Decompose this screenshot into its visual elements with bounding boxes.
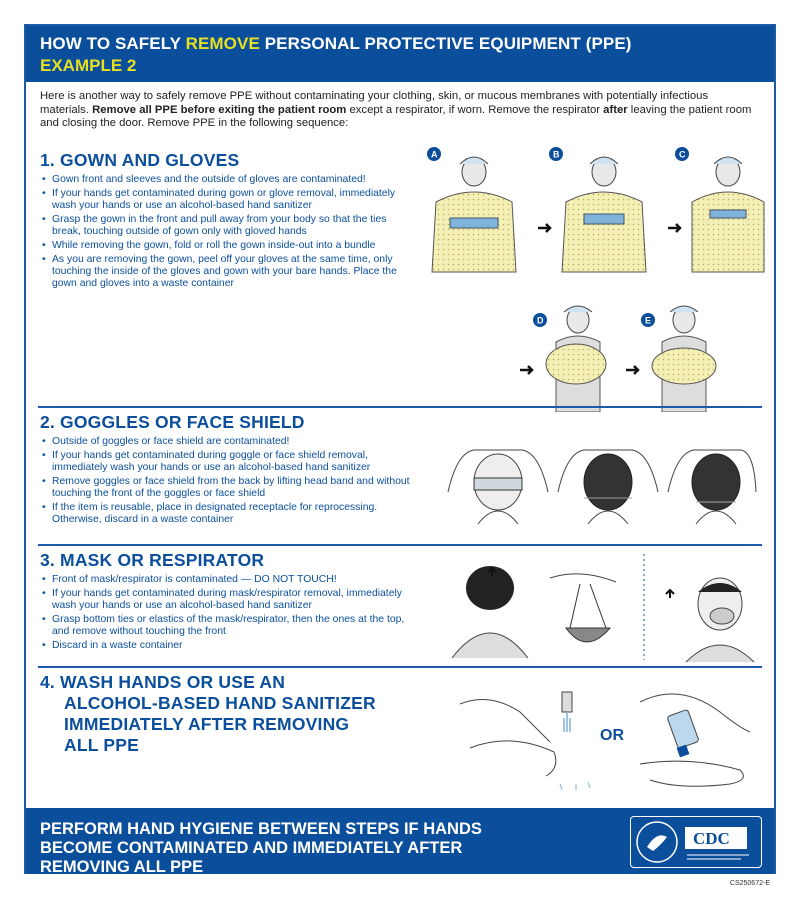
or-label: OR xyxy=(600,727,624,744)
goggles-figure-3 xyxy=(668,450,756,524)
mask-bullets xyxy=(40,574,420,654)
bullet: • Gown front and sleeves and the outside of gloves are contaminated! xyxy=(40,174,400,186)
bullet: • If your hands get contaminated during mask/respirator removal, immediately wash your hands or use an alcohol-based hand sanitizer xyxy=(40,588,420,612)
mask-figure-back xyxy=(452,566,528,658)
figure-a xyxy=(427,147,516,272)
figure-d xyxy=(533,306,606,412)
poster-title: HOW TO SAFELY REMOVE PERSONAL PROTECTIVE EQUIPMENT (PPE) xyxy=(40,34,632,53)
section-title-gown-gloves: 1. GOWN AND GLOVES xyxy=(40,150,240,170)
bullet: • Outside of goggles or face shield are contaminated! xyxy=(40,436,420,448)
arrow-icon xyxy=(668,224,680,232)
poster xyxy=(24,24,776,874)
mask-removal-illustration xyxy=(430,548,770,664)
bullet: • As you are removing the gown, peel off your gloves at the same time, only touching the inside of the gloves and gown with your bare hands. Place the gown and gloves into a waste container xyxy=(40,254,400,290)
bullet: • Discard in a waste container xyxy=(40,640,420,652)
bullet: • Grasp bottom ties or elastics of the mask/respirator, then the ones at the top, and remove without touching the front xyxy=(40,614,420,638)
figure-b xyxy=(549,147,646,272)
step-label: D xyxy=(537,315,544,326)
eagle-icon xyxy=(647,835,667,851)
step-label: B xyxy=(553,149,560,160)
section-title-hand-hygiene: 4. WASH HANDS OR USE AN ALCOHOL-BASED HAND SANITIZER IMMEDIATELY AFTER REMOVING ALL PPE xyxy=(40,672,376,755)
goggles-figure-1 xyxy=(448,450,548,524)
arrow-icon xyxy=(626,366,638,374)
gown-gloves-bullets xyxy=(40,174,400,292)
section-divider xyxy=(38,544,762,546)
mask-figure-dangle xyxy=(550,574,616,642)
section-title-goggles: 2. GOGGLES OR FACE SHIELD xyxy=(40,412,305,432)
handwashing-icon xyxy=(460,692,590,790)
goggles-figure-2 xyxy=(558,450,658,524)
header-banner xyxy=(26,26,774,82)
figure-e xyxy=(641,306,716,412)
bullet: • If your hands get contaminated during goggle or face shield removal, immediately wash your hands or use an alcohol-based hand sanitizer xyxy=(40,450,420,474)
bullet: • Grasp the gown in the front and pull away from your body so that the ties break, touching outside of gown only with gloved hands xyxy=(40,214,400,238)
footer-banner xyxy=(26,808,774,874)
section-title-mask: 3. MASK OR RESPIRATOR xyxy=(40,550,265,570)
intro-paragraph: Here is another way to safely remove PPE without contaminating your clothing, skin, or mucous membranes with potentially infectious materials. Remove all PPE before exiting the patient room except a respirator, if worn. Remove the respirator after leaving the patient room and closing the door. Remove PPE in the following sequence: xyxy=(40,90,752,129)
section-divider xyxy=(38,406,762,408)
section-divider xyxy=(38,666,762,668)
step-label: E xyxy=(645,315,652,326)
footer-message: PERFORM HAND HYGIENE BETWEEN STEPS IF HANDS BECOME CONTAMINATED AND IMMEDIATELY AFTER REMOVING ALL PPE xyxy=(40,820,482,876)
figure-c xyxy=(675,147,764,272)
bullet: • If your hands get contaminated during gown or glove removal, immediately wash your hands or use an alcohol-based hand sanitizer xyxy=(40,188,400,212)
goggles-bullets xyxy=(40,436,420,528)
cdc-logo-text: CDC xyxy=(693,829,730,848)
step-label: C xyxy=(679,149,686,160)
logo-box xyxy=(630,816,762,868)
bullet: • Front of mask/respirator is contaminated — DO NOT TOUCH! xyxy=(40,574,420,586)
goggles-removal-illustration xyxy=(438,428,758,532)
sanitizer-icon xyxy=(640,694,750,786)
mask-figure-front xyxy=(666,578,754,662)
bullet: • If the item is reusable, place in designated receptacle for reprocessing. Otherwise, discard in a waste container xyxy=(40,502,420,526)
bullet: • Remove goggles or face shield from the back by lifting head band and without touching the front of the goggles or face shield xyxy=(40,476,420,500)
bullet: • While removing the gown, fold or roll the gown inside-out into a bundle xyxy=(40,240,400,252)
arrow-icon xyxy=(520,366,532,374)
hand-hygiene-illustration xyxy=(450,672,760,802)
arrow-up-icon xyxy=(666,590,674,598)
poster-subtitle: EXAMPLE 2 xyxy=(40,56,137,75)
hhs-cdc-logo xyxy=(631,817,761,867)
gown-removal-illustration xyxy=(416,142,766,412)
arrow-icon xyxy=(538,224,550,232)
document-code: CS250672-E xyxy=(729,880,770,887)
step-label: A xyxy=(431,149,438,160)
